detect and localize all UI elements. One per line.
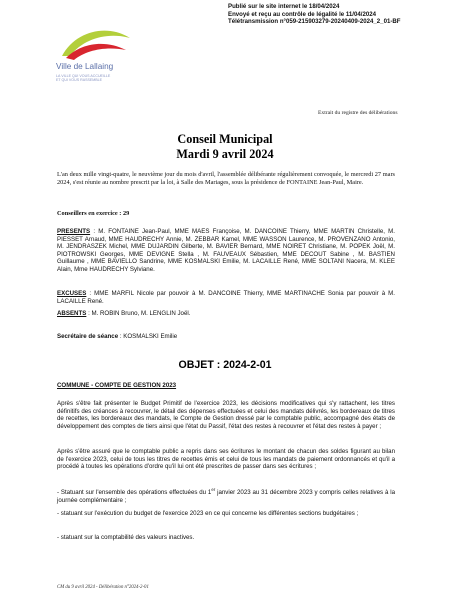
body3-part: - Statuant sur l'ensemble des opérations effectuées du 1 [57, 489, 212, 497]
excuses-label: EXCUSES [57, 290, 87, 297]
absents-paragraph [57, 310, 395, 318]
body-paragraph-3 [57, 486, 395, 504]
excuses-list: : MME MARFIL Nicole par pouvoir à M. DANCOINE Thierry, MME MARTINACHE Sonia par pouvoir à M. LACAILLE René. [57, 290, 395, 305]
secretary-label: Secrétaire de séance [57, 333, 119, 340]
secretary-line [57, 333, 395, 341]
intro-paragraph: L'an deux mille vingt-quatre, le neuvième jour du mois d'avril, l'assemblée délibérante régulièrement convoquée, le mercredi 27 mars 2024, s'est réunie au nombre prescrit par la loi, à Salle des Mariages, sous la présidence de FONTAINE Jean-Paul, Maire. [57, 171, 395, 186]
body3-superscript: er [211, 487, 216, 492]
extract-note: Extrait du registre des délibérations [318, 110, 398, 116]
object-heading: OBJET : 2024-2-01 [178, 359, 272, 371]
logo-city-name: Ville de Lallaing [56, 62, 114, 71]
document-title: Conseil Municipal [177, 132, 273, 146]
presents-list: : M. FONTAINE Jean-Paul, MME MAES Françoise, M. DANCOINE Thierry, MME MARTIN Christelle, M. PIESSET Arnaud, MME HAUDRECHY Annie, M. ZEBBAR Kamel, MME WASSON Laurence, M. PROVENZANO Antonio, M. JENDRASZEK Michel, MME DUJARDIN Gilberte, M. BAVIER Bernard, MME NOIRET Christiane, M. POPEK Joël, M. PIOTROWSKI Georges, MME DEVIGNE Stella , M. FAUVEAUX Sébastien, MME DECOUT Sabine , M. BASTIEN Guillaume , MME BAVIELLO Sandrine, MME KOSMALSKI Emilie, M. LACAILLE René, MME SOLTANI Nacera, M. KLEE Alain, Mme HAUDRECHY Sylviane. [57, 228, 395, 273]
logo-tagline-line: ET QUI VOUS RASSEMBLE [56, 78, 103, 83]
stamp-line: Publié sur le site internet le 18/04/2024 [228, 3, 340, 10]
meeting-date: Mardi 9 avril 2024 [176, 147, 274, 161]
body-paragraph-5: - statuant sur la comptabilité des valeurs inactives. [57, 534, 195, 541]
logo-tagline [56, 74, 134, 83]
councillors-count: Conseillers en exercice : 29 [57, 210, 130, 217]
presents-label: PRESENTS [57, 228, 91, 235]
body-paragraph-1: Après s'être fait présenter le Budget Primitif de l'exercice 2023, les décisions modificatives qui s'y rattachent, les titres définitifs des créances à recouvrer, le détail des dépenses effectuées et celui des mandats délivrés, les bordereaux de titres de recettes, les bordereaux des mandats, le Compte de Gestion dressé par le comptable public, accompagné des états de développement des comptes de tiers ainsi que l'état du Passif, l'état des restes à recouvrer et l'état des restes à payer ; [57, 400, 395, 430]
excuses-paragraph [57, 290, 395, 305]
body-paragraph-2: Après s'être assuré que le comptable public a repris dans ses écritures le montant de chacun des soldes figurant au bilan de l'exercice 2023, celui de tous les titres de recettes émis et celui de tous les mandats de paiement ordonnancés et qu'il a procédé à toutes les opérations d'ordre qu'il lui ont été prescrites de passer dans ses écritures ; [57, 448, 395, 471]
stamp-line: Télétransmission n°059-215903279-20240409-2024_2_01-BF [228, 18, 401, 26]
logo-swoosh-icon [56, 22, 134, 62]
city-logo [56, 22, 134, 90]
stamp-line: Envoyé et reçu au contrôle de légalité le 11/04/2024 [228, 10, 377, 18]
absents-list: : M. ROBIN Bruno, M. LENGLIN Joël. [88, 310, 191, 317]
publication-stamp [228, 3, 401, 26]
secretary-name: : KOSMALSKI Emilie [119, 333, 178, 340]
body-paragraph-4: - statuant sur l'exécution du budget de l'exercice 2023 en ce qui concerne les différentes sections budgétaires ; [57, 510, 359, 517]
subject-heading: COMMUNE - COMPTE DE GESTION 2023 [57, 382, 177, 389]
presents-paragraph [57, 228, 395, 274]
logo-tagline-line: LA VILLE QUI VOUS ACCUEILLE [56, 74, 111, 78]
absents-label: ABSENTS [57, 310, 87, 317]
page-footer: CM du 9 avril 2024 - Délibération n°2024-2-01 [57, 585, 149, 590]
body3-part: janvier 2023 au 31 décembre 2023 y compris celles relatives à la journée complémentaire ; [57, 489, 395, 504]
